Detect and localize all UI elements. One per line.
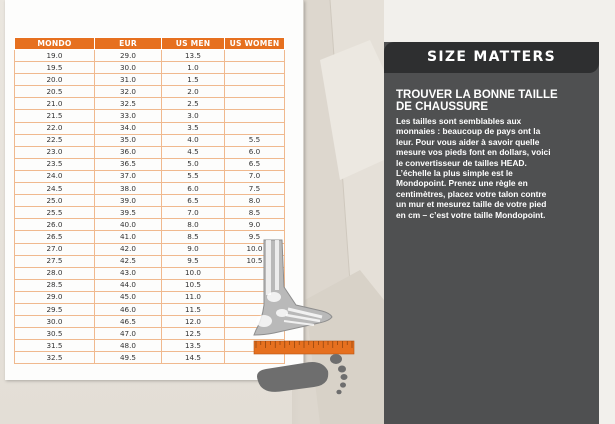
table-cell: 46.5 — [95, 316, 162, 328]
table-cell: 31.0 — [95, 74, 162, 86]
table-row — [15, 195, 285, 207]
table-cell: 36.0 — [95, 146, 162, 158]
table-cell: 32.5 — [15, 352, 95, 364]
table-cell — [225, 86, 285, 98]
table-cell: 26.5 — [15, 231, 95, 243]
table-cell: 20.5 — [15, 86, 95, 98]
table-cell: 13.5 — [162, 340, 225, 352]
table-cell: 32.5 — [95, 98, 162, 110]
table-cell: 46.0 — [95, 303, 162, 315]
table-cell: 47.0 — [95, 328, 162, 340]
table-cell: 4.0 — [162, 134, 225, 146]
column-header-eur: EUR — [95, 38, 162, 50]
table-cell: 9.0 — [162, 243, 225, 255]
table-cell: 8.5 — [225, 207, 285, 219]
table-cell: 3.5 — [162, 122, 225, 134]
table-cell: 19.0 — [15, 50, 95, 62]
table-cell: 6.5 — [225, 158, 285, 170]
table-cell: 48.0 — [95, 340, 162, 352]
table-cell: 6.5 — [162, 195, 225, 207]
table-row — [15, 207, 285, 219]
table-cell: 7.5 — [225, 183, 285, 195]
table-cell: 39.5 — [95, 207, 162, 219]
column-header-us-women: US WOMEN — [225, 38, 285, 50]
table-cell: 36.5 — [95, 158, 162, 170]
panel-heading-line: DE CHAUSSURE — [396, 101, 489, 113]
table-cell: 29.0 — [15, 291, 95, 303]
table-cell: 10.5 — [162, 279, 225, 291]
table-cell — [225, 98, 285, 110]
table-cell: 44.0 — [95, 279, 162, 291]
table-cell: 7.0 — [225, 170, 285, 182]
table-cell: 10.5 — [225, 255, 285, 267]
table-cell: 42.0 — [95, 243, 162, 255]
panel-body-line: un mur et mesurez taille de votre pied — [396, 199, 547, 210]
table-row — [15, 62, 285, 74]
table-cell: 13.5 — [162, 50, 225, 62]
table-cell: 49.5 — [95, 352, 162, 364]
table-cell: 35.0 — [95, 134, 162, 146]
footprint-icon — [257, 354, 348, 394]
panel-body-text — [396, 116, 584, 220]
table-cell: 42.5 — [95, 255, 162, 267]
table-cell: 27.5 — [15, 255, 95, 267]
table-cell: 25.5 — [15, 207, 95, 219]
panel-body-line: le convertisseur de tailles HEAD. — [396, 157, 527, 168]
table-cell: 21.5 — [15, 110, 95, 122]
panel-body-line: en cm – c’est votre taille Mondopoint. — [396, 209, 546, 220]
foot-skeleton-icon — [254, 240, 332, 335]
table-cell: 2.5 — [162, 98, 225, 110]
panel-body-line: leur. Pour vous aider à savoir quelle — [396, 136, 540, 147]
table-cell: 5.5 — [162, 170, 225, 182]
table-cell: 24.0 — [15, 170, 95, 182]
panel-body-line: monnaies : beaucoup de pays ont la — [396, 126, 541, 137]
table-cell: 9.5 — [225, 231, 285, 243]
table-cell: 6.0 — [225, 146, 285, 158]
table-cell: 23.5 — [15, 158, 95, 170]
table-row — [15, 74, 285, 86]
table-cell: 28.0 — [15, 267, 95, 279]
table-cell — [225, 122, 285, 134]
table-cell: 43.0 — [95, 267, 162, 279]
table-cell: 33.0 — [95, 110, 162, 122]
foot-measure-illustration — [244, 235, 364, 415]
table-cell: 12.5 — [162, 328, 225, 340]
table-cell: 22.5 — [15, 134, 95, 146]
table-cell: 26.0 — [15, 219, 95, 231]
column-header-us-men: US MEN — [162, 38, 225, 50]
table-cell: 1.5 — [162, 74, 225, 86]
table-cell: 29.5 — [15, 303, 95, 315]
table-cell — [225, 110, 285, 122]
table-cell: 9.5 — [162, 255, 225, 267]
table-cell: 31.5 — [15, 340, 95, 352]
table-cell: 1.0 — [162, 62, 225, 74]
table-cell: 5.5 — [225, 134, 285, 146]
table-cell: 7.0 — [162, 207, 225, 219]
table-row — [15, 86, 285, 98]
table-cell: 22.0 — [15, 122, 95, 134]
table-cell: 34.0 — [95, 122, 162, 134]
table-cell: 29.0 — [95, 50, 162, 62]
table-row — [15, 219, 285, 231]
table-row — [15, 98, 285, 110]
table-cell — [225, 62, 285, 74]
panel-body-line: L’échelle la plus simple est le — [396, 168, 513, 179]
table-cell: 8.5 — [162, 231, 225, 243]
panel-body-line: mesure vos pieds font en dollars, voici — [396, 147, 551, 158]
panel-title: SIZE MATTERS — [426, 49, 556, 65]
table-header-row — [15, 38, 285, 50]
table-cell: 30.0 — [15, 316, 95, 328]
table-cell: 19.5 — [15, 62, 95, 74]
table-cell: 5.0 — [162, 158, 225, 170]
table-cell: 32.0 — [95, 86, 162, 98]
table-row — [15, 183, 285, 195]
table-cell: 3.0 — [162, 110, 225, 122]
table-cell: 2.0 — [162, 86, 225, 98]
table-cell: 27.0 — [15, 243, 95, 255]
panel-body-line: Les tailles sont semblables aux — [396, 116, 522, 126]
panel-body-line: centimètres, placez votre talon contre — [396, 188, 547, 199]
table-cell: 37.0 — [95, 170, 162, 182]
table-cell: 11.0 — [162, 291, 225, 303]
table-cell: 4.5 — [162, 146, 225, 158]
table-cell: 12.0 — [162, 316, 225, 328]
table-cell: 30.5 — [15, 328, 95, 340]
table-cell: 38.0 — [95, 183, 162, 195]
table-cell: 25.0 — [15, 195, 95, 207]
table-cell: 28.5 — [15, 279, 95, 291]
table-row — [15, 122, 285, 134]
table-row — [15, 50, 285, 62]
table-cell: 8.0 — [225, 195, 285, 207]
table-row — [15, 158, 285, 170]
ruler-icon — [254, 341, 354, 354]
table-row — [15, 110, 285, 122]
table-cell: 41.0 — [95, 231, 162, 243]
table-cell — [225, 50, 285, 62]
table-cell: 10.0 — [225, 243, 285, 255]
column-header-mondo: MONDO — [15, 38, 95, 50]
table-row — [15, 146, 285, 158]
panel-heading — [396, 89, 596, 113]
panel-header — [384, 42, 599, 73]
table-cell — [225, 74, 285, 86]
table-cell: 39.0 — [95, 195, 162, 207]
table-cell: 10.0 — [162, 267, 225, 279]
table-cell: 40.0 — [95, 219, 162, 231]
table-row — [15, 134, 285, 146]
table-cell: 8.0 — [162, 219, 225, 231]
table-cell: 9.0 — [225, 219, 285, 231]
table-row — [15, 170, 285, 182]
table-cell: 21.0 — [15, 98, 95, 110]
table-cell: 6.0 — [162, 183, 225, 195]
table-cell: 30.0 — [95, 62, 162, 74]
table-cell: 23.0 — [15, 146, 95, 158]
table-cell: 24.5 — [15, 183, 95, 195]
table-cell: 14.5 — [162, 352, 225, 364]
table-cell: 45.0 — [95, 291, 162, 303]
table-cell: 11.5 — [162, 303, 225, 315]
panel-body-line: Mondopoint. Prenez une règle en — [396, 178, 528, 189]
table-cell: 20.0 — [15, 74, 95, 86]
panel-heading-line: TROUVER LA BONNE TAILLE — [396, 89, 558, 101]
